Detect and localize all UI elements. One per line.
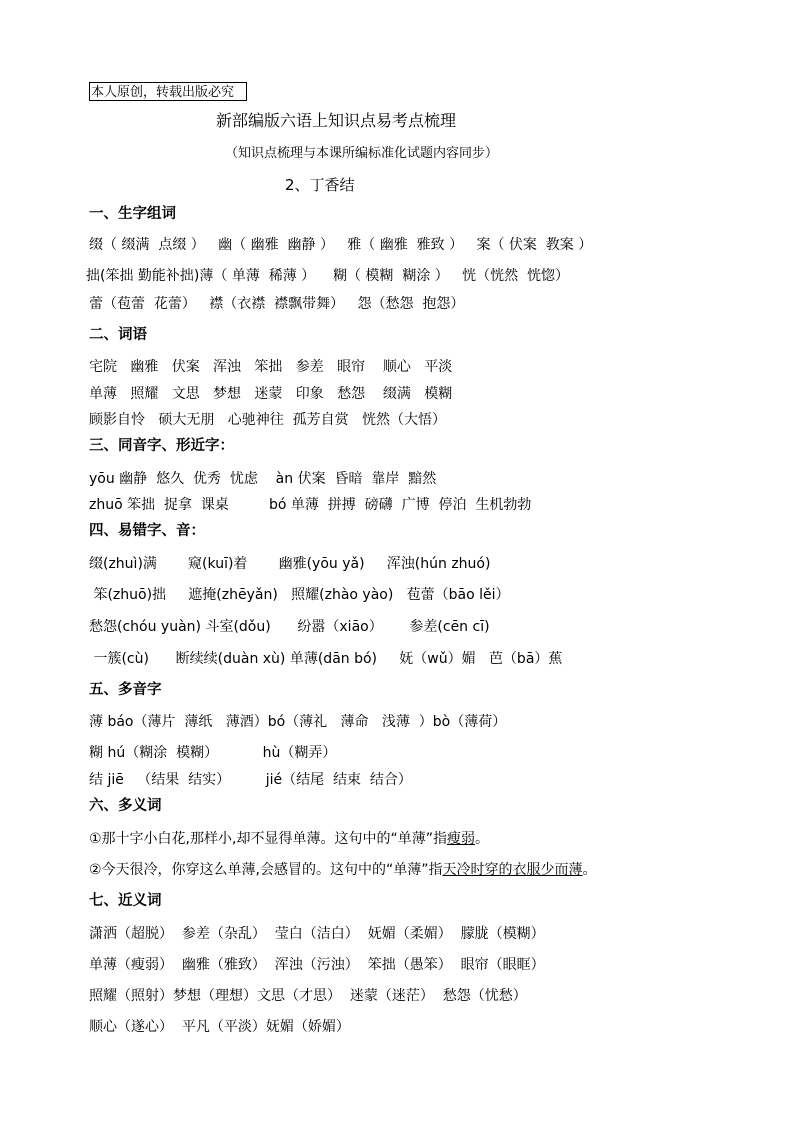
section-3-line: yōu 幽静 悠久 优秀 忧虑 àn 伏案 昏暗 靠岸 黯然	[89, 471, 437, 487]
section-3-line: zhuō 笨拙 捉拿 课桌 bó 单薄 拼搏 磅礴 广博 停泊 生机勃勃	[89, 497, 532, 513]
section-4-line: 一簇(cù) 断续续(duàn xù) 单薄(dān bó) 妩（wǔ）媚 芭（bā）蕉	[89, 651, 563, 667]
sentence-text: ②今天很冷，你穿这么单薄,会感冒的。这句中的“单薄”指	[89, 862, 443, 878]
sentence-text: ①那十字小白花,那样小,却不显得单薄。这句中的“单薄”指	[89, 831, 447, 847]
section-heading-4: 四、易错字、音：	[89, 523, 205, 539]
sentence-end: 。	[582, 862, 597, 878]
section-7-line: 顺心（遂心） 平凡（平淡）妩媚（娇媚）	[89, 1019, 350, 1035]
section-heading-2: 二、词语	[89, 327, 147, 343]
section-2-line: 单薄 照耀 文思 梦想 迷蒙 印象 愁怨 缀满 模糊	[89, 386, 453, 402]
sentence-end: 。	[474, 831, 489, 847]
underlined-answer: 天冷时穿的衣服少而薄	[442, 862, 583, 878]
section-1-line: 拙(笨拙 勤能补拙)薄（ 单薄 稀薄 ） 糊（ 模糊 糊涂 ） 恍（恍然 恍惚）	[86, 268, 570, 284]
section-6-line-2	[89, 861, 597, 879]
section-6-line-1	[89, 830, 489, 848]
section-4-line: 缀(zhuì)满 窥(kuī)着 幽雅(yōu yǎ) 浑浊(hún zhuó)	[89, 556, 491, 572]
section-1-line: 缀（ 缀满 点缀 ） 幽（ 幽雅 幽静 ） 雅（ 幽雅 雅致 ） 案（ 伏案 教案 ）	[89, 237, 593, 253]
section-2-line: 顾影自怜 硕大无朋 心驰神往 孤芳自赏 恍然（大悟）	[89, 412, 446, 428]
page-title: 新部编版六语上知识点易考点梳理	[216, 111, 457, 130]
section-4-line: 愁怨(chóu yuàn) 斗室(dǒu) 纷嚣（xiāo） 参差(cēn cī)	[89, 619, 490, 635]
section-1-line: 蕾（苞蕾 花蕾） 襟（衣襟 襟飘带舞） 怨（愁怨 抱怨）	[89, 296, 465, 312]
section-heading-5: 五、多音字	[89, 682, 162, 698]
section-heading-1: 一、生字组词	[89, 206, 176, 222]
section-5-line: 糊 hú（糊涂 模糊） hù（糊弄）	[89, 745, 337, 761]
section-5-line: 结 jiē （结果 结实） jié（结尾 结束 结合）	[89, 772, 412, 788]
section-heading-6: 六、多义词	[89, 798, 162, 814]
section-heading-3: 三、同音字、形近字：	[89, 438, 234, 454]
section-2-line: 宅院 幽雅 伏案 浑浊 笨拙 参差 眼帘 顺心 平淡	[89, 359, 453, 375]
section-heading-7: 七、近义词	[89, 893, 162, 909]
page-subtitle: （知识点梳理与本课所编标准化试题内容同步）	[225, 146, 499, 161]
section-7-line: 单薄（瘦弱） 幽雅（雅致） 浑浊（污浊） 笨拙（愚笨） 眼帘（眼眶）	[89, 957, 545, 973]
lesson-title: 2、丁香结	[285, 176, 355, 194]
underlined-answer: 瘦弱	[446, 831, 475, 847]
section-5-line: 薄 báo（薄片 薄纸 薄酒）bó（薄礼 薄命 浅薄 ）bò（薄荷）	[89, 714, 507, 730]
section-7-line: 潇洒（超脱） 参差（杂乱） 莹白（洁白） 妩媚（柔媚） 朦胧（模糊）	[89, 926, 545, 942]
section-7-line: 照耀（照射）梦想（理想）文思（才思） 迷蒙（迷茫） 愁怨（忧愁）	[89, 988, 527, 1004]
section-4-line: 笨(zhuō)拙 遮掩(zhēyǎn) 照耀(zhào yào) 苞蕾（bāo lěi）	[89, 587, 510, 603]
copyright-stamp: 本人原创，转载出版必究	[89, 82, 247, 101]
